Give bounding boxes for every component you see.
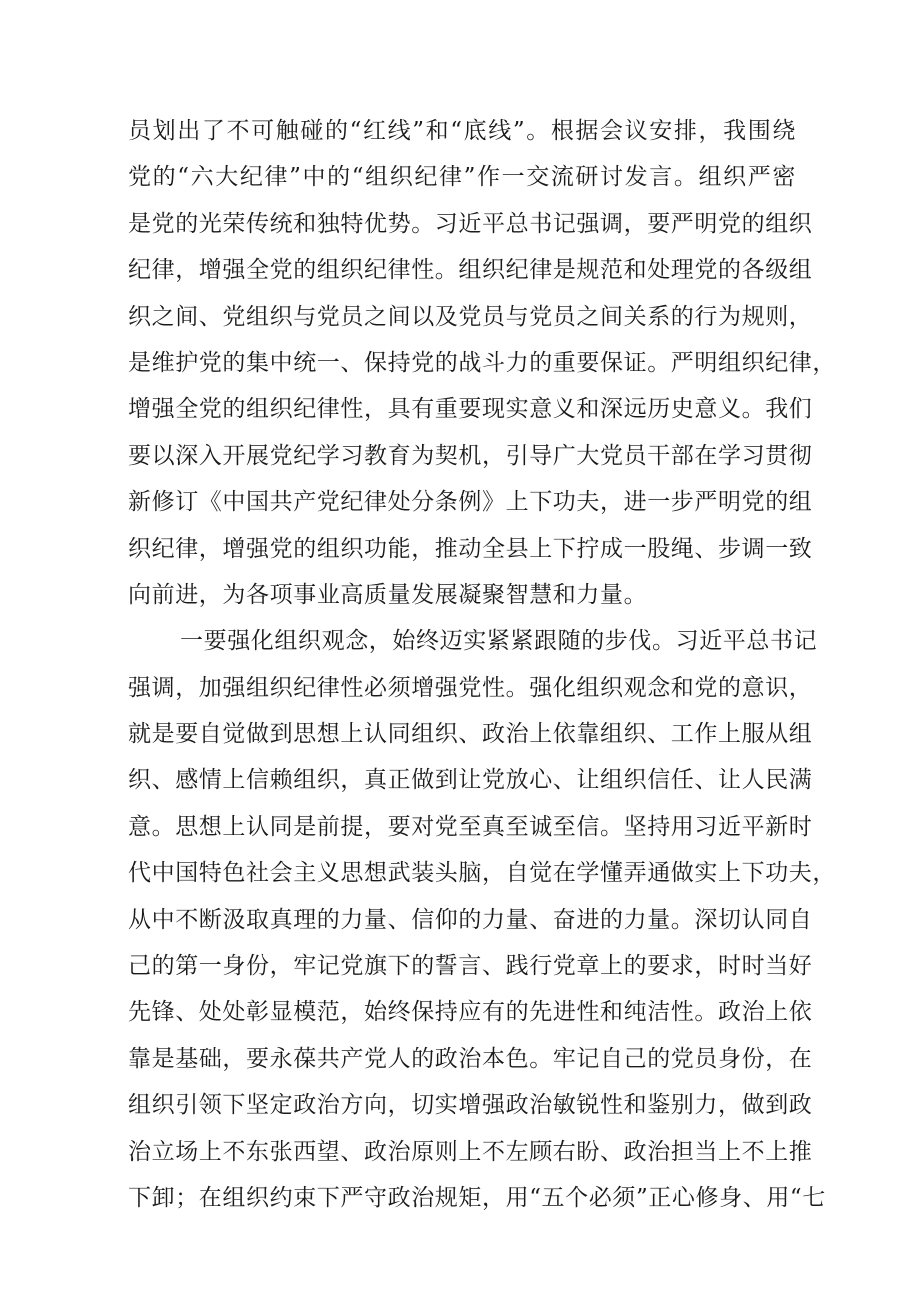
paragraph-1-line: 要以深入开展党纪学习教育为契机，引导广大党员干部在学习贯彻 [128,442,813,469]
paragraph-2-line: 下卸；在组织约束下严守政治规矩，用“五个必须”正心修身、用“七 [128,1184,826,1211]
paragraph-1-line: 新修订《中国共产党纪律处分条例》上下功夫，进一步严明党的组 [128,489,813,516]
paragraph-2-line: 从中不断汲取真理的力量、信仰的力量、奋进的力量。深切认同自 [128,906,813,933]
paragraph-2-line: 治立场上不东张西望、政治原则上不左顾右盼、政治担当上不上推 [128,1138,813,1165]
paragraph-1-line: 织纪律，增强党的组织功能，推动全县上下拧成一股绳、步调一致 [128,535,813,562]
paragraph-1-line: 向前进，为各项事业高质量发展凝聚智慧和力量。 [128,581,648,608]
paragraph-1-line: 织之间、党组织与党员之间以及党员与党员之间关系的行为规则， [128,303,813,330]
paragraph-2-line: 先锋、处处彰显模范，始终保持应有的先进性和纯洁性。政治上依 [128,999,813,1026]
paragraph-2-line: 织、感情上信赖组织，真正做到让党放心、让组织信任、让人民满 [128,767,813,794]
paragraph-2-line: 靠是基础，要永葆共产党人的政治本色。牢记自己的党员身份，在 [128,1045,813,1072]
paragraph-1-line: 增强全党的组织纪律性，具有重要现实意义和深远历史意义。我们 [128,396,813,423]
paragraph-1-line: 纪律，增强全党的组织纪律性。组织纪律是规范和处理党的各级组 [128,257,813,284]
paragraph-2-line: 就是要自觉做到思想上认同组织、政治上依靠组织、工作上服从组 [128,721,813,748]
document-body [128,108,836,1221]
paragraph-1-line: 员划出了不可触碰的“红线”和“底线”。根据会议安排，我围绕 [128,118,796,144]
paragraph-2-line: 一要强化组织观念，始终迈实紧紧跟随的步伐。习近平总书记 [180,628,818,655]
paragraph-2-line: 强调，加强组织纪律性必须增强党性。强化组织观念和党的意识， [128,674,813,701]
paragraph-1-line: 是党的光荣传统和独特优势。习近平总书记强调，要严明党的组织 [128,210,813,237]
paragraph-2-line: 代中国特色社会主义思想武装头脑，自觉在学懂弄通做实上下功夫， [128,860,836,887]
paragraph-2-line: 己的第一身份，牢记党旗下的誓言、践行党章上的要求，时时当好 [128,953,813,980]
paragraph-2-line: 组织引领下坚定政治方向，切实增强政治敏锐性和鉴别力，做到政 [128,1092,813,1119]
paragraph-1-line: 是维护党的集中统一、保持党的战斗力的重要保证。严明组织纪律， [128,349,836,376]
paragraph-2-line: 意。思想上认同是前提，要对党至真至诚至信。坚持用习近平新时 [128,813,813,840]
paragraph-1-line: 党的“六大纪律”中的“组织纪律”作一交流研讨发言。组织严密 [128,164,796,191]
